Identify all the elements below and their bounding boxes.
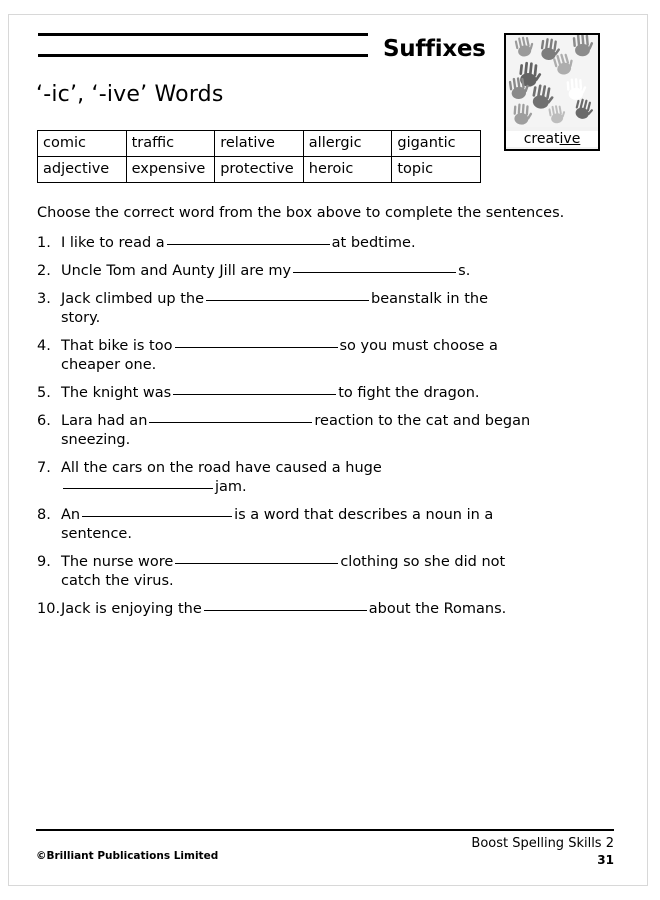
name-line-1[interactable]: [38, 33, 368, 36]
book-title: Boost Spelling Skills 2: [471, 836, 614, 851]
illustration-box: [504, 33, 600, 151]
illustration-label: [506, 131, 598, 147]
question-text-after: is a word that describes a noun in a: [234, 507, 494, 523]
answer-blank[interactable]: [173, 394, 336, 395]
question-body: [61, 412, 617, 450]
question-line: [61, 262, 617, 281]
name-line-2[interactable]: [38, 54, 368, 57]
question-text-before: The knight was: [61, 385, 172, 401]
name-writing-lines[interactable]: [38, 33, 368, 75]
answer-blank[interactable]: [204, 610, 367, 611]
word-cell: adjective: [38, 157, 127, 183]
question-text-before: Uncle Tom and Aunty Jill are my: [61, 263, 292, 279]
question-2: [37, 262, 617, 281]
question-line-continuation: sneezing.: [61, 432, 131, 448]
question-body: [61, 459, 617, 497]
illustration-label-suffix: ive: [559, 131, 581, 147]
word-cell: topic: [392, 157, 481, 183]
questions-list: [37, 234, 617, 628]
word-cell: protective: [215, 157, 304, 183]
question-text-before: That bike is too: [61, 338, 173, 354]
question-text-after: jam.: [215, 479, 247, 495]
question-5: [37, 384, 617, 403]
answer-blank[interactable]: [167, 244, 330, 245]
illustration-label-stem: creat: [523, 131, 560, 147]
question-line: [61, 506, 617, 525]
question-number: 5.: [37, 385, 51, 401]
question-line-continuation: cheaper one.: [61, 357, 157, 373]
answer-blank[interactable]: [175, 563, 338, 564]
copyright-notice: ©Brilliant Publications Limited: [36, 850, 219, 862]
subject-heading: Suffixes: [383, 36, 486, 62]
answer-blank[interactable]: [149, 422, 312, 423]
question-text-before: Jack is enjoying the: [61, 601, 202, 617]
question-body: [61, 506, 617, 544]
question-body: [61, 262, 617, 281]
question-number: 10.: [37, 601, 61, 617]
question-line: [61, 234, 617, 253]
answer-blank[interactable]: [82, 516, 232, 517]
question-text-after: so you must choose a: [339, 338, 498, 354]
question-line: [61, 412, 617, 431]
question-text-after: about the Romans.: [368, 601, 507, 617]
question-4: [37, 337, 617, 375]
handprint-field: [506, 35, 598, 127]
handprints-svg: [506, 35, 598, 127]
question-text-after: beanstalk in the: [371, 291, 489, 307]
question-body: [61, 384, 617, 403]
question-text-before: Jack climbed up the: [61, 291, 205, 307]
footer-divider: [36, 829, 614, 831]
question-7: [37, 459, 617, 497]
question-9: [37, 553, 617, 591]
page-number: 31: [597, 853, 614, 867]
question-text-before: The nurse wore: [61, 554, 174, 570]
question-6: [37, 412, 617, 450]
question-body: [61, 600, 617, 619]
question-10: [37, 600, 617, 619]
page-title: ‘-ic’, ‘-ive’ Words: [36, 82, 224, 107]
question-body: [61, 553, 617, 591]
question-line: [61, 384, 617, 403]
question-3: [37, 290, 617, 328]
question-number: 9.: [37, 554, 51, 570]
question-number: 7.: [37, 460, 51, 476]
question-number: 4.: [37, 338, 51, 354]
question-line: All the cars on the road have caused a huge: [61, 460, 382, 476]
question-8: [37, 506, 617, 544]
question-body: [61, 290, 617, 328]
question-number: 8.: [37, 507, 51, 523]
answer-blank[interactable]: [63, 488, 213, 489]
word-cell: heroic: [303, 157, 392, 183]
question-text-after: to fight the dragon.: [338, 385, 480, 401]
question-line: [61, 290, 617, 309]
word-cell: traffic: [126, 131, 215, 157]
answer-blank[interactable]: [175, 347, 338, 348]
question-line: [61, 600, 617, 619]
footer-book-info: [471, 836, 614, 868]
question-number: 2.: [37, 263, 51, 279]
question-number: 3.: [37, 291, 51, 307]
word-cell: allergic: [303, 131, 392, 157]
word-cell: comic: [38, 131, 127, 157]
word-cell: expensive: [126, 157, 215, 183]
word-bank-table: [37, 130, 481, 183]
question-line: [61, 553, 617, 572]
question-text-before: I like to read a: [61, 235, 165, 251]
question-line-continuation: catch the virus.: [61, 573, 174, 589]
question-body: [61, 234, 617, 253]
word-cell: relative: [215, 131, 304, 157]
question-number: 6.: [37, 413, 51, 429]
question-number: 1.: [37, 235, 51, 251]
word-cell: gigantic: [392, 131, 481, 157]
question-text-before: Lara had an: [61, 413, 148, 429]
instruction-text: Choose the correct word from the box above to complete the sentences.: [37, 205, 565, 221]
question-line: [61, 337, 617, 356]
answer-blank[interactable]: [293, 272, 456, 273]
question-text-after: clothing so she did not: [340, 554, 506, 570]
question-text-after: s.: [458, 263, 471, 279]
table-row: [38, 157, 481, 183]
question-line-continuation: [61, 478, 617, 497]
question-text-after: at bedtime.: [331, 235, 416, 251]
question-1: [37, 234, 617, 253]
question-text-before: An: [61, 507, 81, 523]
question-text-after: reaction to the cat and began: [314, 413, 531, 429]
table-row: [38, 131, 481, 157]
answer-blank[interactable]: [206, 300, 369, 301]
question-line-continuation: sentence.: [61, 526, 132, 542]
question-line-continuation: story.: [61, 310, 101, 326]
question-body: [61, 337, 617, 375]
